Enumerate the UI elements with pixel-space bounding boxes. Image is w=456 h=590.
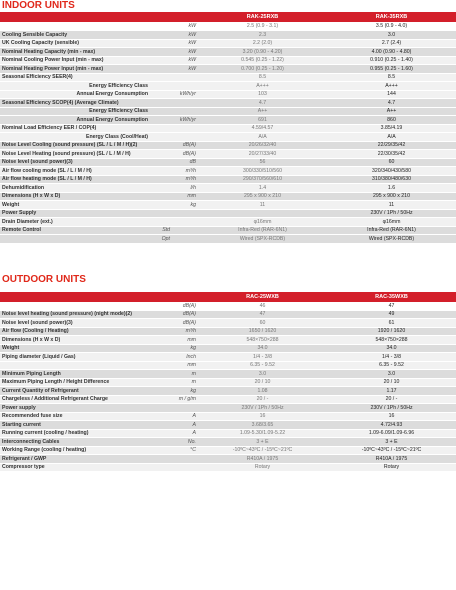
spec-label: Energy Efficiency Class [0, 82, 150, 91]
spec-subtype [150, 39, 172, 48]
spec-value-model-1: 2.5 (0.9 - 3.1) [198, 22, 327, 31]
outdoor-spec-row [0, 344, 456, 353]
spec-value-model-2: 22/30/35/42 [327, 150, 456, 159]
indoor-spec-row [0, 201, 456, 210]
spec-subtype [150, 56, 172, 65]
spec-label [0, 22, 150, 31]
outdoor-spec-row [0, 395, 456, 404]
indoor-spec-row [0, 124, 456, 133]
outdoor-spec-row [0, 412, 456, 421]
spec-unit: mm [172, 192, 198, 201]
spec-subtype [150, 344, 172, 353]
spec-value-model-1: 1650 / 1620 [198, 327, 327, 336]
spec-subtype: Std [150, 226, 172, 235]
spec-label: Dehumidification [0, 184, 150, 193]
spec-label: Cooling Sensible Capacity [0, 31, 150, 40]
spec-subtype [150, 175, 172, 184]
spec-value-model-2: Wired (SPX-RCDB) [327, 235, 456, 244]
spec-value-model-1: 60 [198, 319, 327, 328]
spec-value-model-2: 1.17 [327, 387, 456, 396]
spec-value-model-2: 0.910 (0.25 - 1.40) [327, 56, 456, 65]
spec-value-model-2: -10ºC~43ºC / -15ºC~21ºC [327, 446, 456, 455]
outdoor-spec-row [0, 455, 456, 464]
spec-value-model-2: 144 [327, 90, 456, 99]
outdoor-spec-row [0, 446, 456, 455]
spec-value-model-1: 691 [198, 116, 327, 125]
spec-label: Starting current [0, 421, 150, 430]
spec-label: Compressor type [0, 463, 150, 472]
spec-label [0, 235, 150, 244]
spec-value-model-1: 230V / 1Ph / 50Hz [198, 404, 327, 413]
spec-value-model-1: R410A / 1975 [198, 455, 327, 464]
spec-value-model-1: 3.0 [198, 370, 327, 379]
spec-subtype [150, 353, 172, 362]
spec-value-model-2: 22/29/35/42 [327, 141, 456, 150]
spec-value-model-1: 20 / 10 [198, 378, 327, 387]
spec-unit: dB(A) [172, 310, 198, 319]
spec-value-model-1: 16 [198, 412, 327, 421]
spec-value-model-2: A+++ [327, 82, 456, 91]
spec-subtype [150, 438, 172, 447]
indoor-table [0, 12, 456, 244]
spec-value-model-2: 16 [327, 412, 456, 421]
spec-value-model-1: 20 / - [198, 395, 327, 404]
outdoor-spec-row [0, 421, 456, 430]
spec-subtype [150, 73, 172, 82]
indoor-spec-row [0, 39, 456, 48]
spec-unit: mm [172, 336, 198, 345]
spec-unit [172, 455, 198, 464]
spec-unit: m³/h [172, 327, 198, 336]
spec-value-model-1: 3.20 (0.90 - 4.20) [198, 48, 327, 57]
indoor-spec-row [0, 150, 456, 159]
spec-value-model-1: 6.35 - 9.52 [198, 361, 327, 370]
spec-label: Dimensions (H x W x D) [0, 192, 150, 201]
spec-value-model-1: 46 [198, 302, 327, 311]
spec-subtype [150, 184, 172, 193]
spec-label: Noise level heating (sound pressure) (night mode)(2) [0, 310, 150, 319]
spec-unit: mm [172, 361, 198, 370]
spec-value-model-2: 34.0 [327, 344, 456, 353]
spec-subtype [150, 116, 172, 125]
spec-unit: dB(A) [172, 150, 198, 159]
outdoor-spec-row [0, 310, 456, 319]
indoor-table-body [0, 22, 456, 243]
spec-value-model-2: 3 + E [327, 438, 456, 447]
spec-subtype: Opt [150, 235, 172, 244]
spec-subtype [150, 429, 172, 438]
spec-label: Annual Energy Consumption [0, 90, 150, 99]
spec-value-model-1: 20/27/33/40 [198, 150, 327, 159]
spec-value-model-1: 290/370/560/610 [198, 175, 327, 184]
spec-value-model-2: 320/340/430/580 [327, 167, 456, 176]
spec-label: Interconnecting Cables [0, 438, 150, 447]
spec-unit [172, 73, 198, 82]
spec-label: Weight [0, 344, 150, 353]
spec-subtype [150, 395, 172, 404]
spec-value-model-1: 3.68/3.65 [198, 421, 327, 430]
indoor-spec-row [0, 22, 456, 31]
spec-value-model-1: 56 [198, 158, 327, 167]
spec-label: Seasonal Efficiency SEER(4) [0, 73, 150, 82]
spec-unit: m [172, 370, 198, 379]
spec-label: Annual Energy Consumption [0, 116, 150, 125]
spec-subtype [150, 361, 172, 370]
spec-value-model-2: 1920 / 1620 [327, 327, 456, 336]
spec-label: Maximum Piping Length / Height Difference [0, 378, 150, 387]
spec-unit [172, 463, 198, 472]
spec-unit: m³/h [172, 175, 198, 184]
spec-subtype [150, 150, 172, 159]
spec-subtype [150, 218, 172, 227]
spec-value-model-2: 6.35 - 9.52 [327, 361, 456, 370]
spec-value-model-1: A+++ [198, 82, 327, 91]
spec-unit: Inch [172, 353, 198, 362]
outdoor-model-2: RAC-35WXB [327, 292, 456, 302]
spec-value-model-1: 34.0 [198, 344, 327, 353]
spec-value-model-1: 8.5 [198, 73, 327, 82]
spec-value-model-1: 0.545 (0.25 - 1.22) [198, 56, 327, 65]
section-gap [0, 244, 456, 274]
spec-unit: m³/h [172, 167, 198, 176]
indoor-header-row [0, 12, 456, 22]
spec-subtype [150, 90, 172, 99]
outdoor-spec-row [0, 463, 456, 472]
spec-label: Noise level (sound power)(3) [0, 319, 150, 328]
spec-label: Nominal Cooling Power Input (min - max) [0, 56, 150, 65]
spec-subtype [150, 107, 172, 116]
spec-value-model-2: 295 x 900 x 210 [327, 192, 456, 201]
spec-value-model-2: 4.00 (0.90 - 4.80) [327, 48, 456, 57]
spec-subtype [150, 319, 172, 328]
spec-value-model-2: 11 [327, 201, 456, 210]
outdoor-spec-row [0, 319, 456, 328]
spec-value-model-2: 0.955 (0.25 - 1.60) [327, 65, 456, 74]
outdoor-spec-row [0, 361, 456, 370]
spec-subtype [150, 378, 172, 387]
spec-value-model-2: 1.6 [327, 184, 456, 193]
spec-label: Nominal Heating Power Input (min - max) [0, 65, 150, 74]
spec-value-model-2: 61 [327, 319, 456, 328]
spec-label: Working Range (cooling / heating) [0, 446, 150, 455]
outdoor-section [0, 274, 456, 473]
outdoor-spec-row [0, 404, 456, 413]
outdoor-table [0, 292, 456, 473]
spec-value-model-1 [198, 209, 327, 218]
spec-subtype [150, 99, 172, 108]
outdoor-model-1: RAC-25WXB [198, 292, 327, 302]
spec-label: Noise level (sound power)(3) [0, 158, 150, 167]
outdoor-spec-row [0, 327, 456, 336]
spec-label: Dimensions (H x W x D) [0, 336, 150, 345]
spec-value-model-1: 4.59/4.57 [198, 124, 327, 133]
spec-value-model-2: 3.0 [327, 370, 456, 379]
spec-value-model-2: 230V / 1Ph / 50Hz [327, 209, 456, 218]
indoor-spec-row [0, 56, 456, 65]
indoor-spec-row [0, 99, 456, 108]
spec-subtype [150, 65, 172, 74]
spec-unit: °C [172, 446, 198, 455]
spec-value-model-2: 860 [327, 116, 456, 125]
indoor-spec-row [0, 175, 456, 184]
spec-value-model-1: Rotary [198, 463, 327, 472]
spec-unit: A [172, 429, 198, 438]
indoor-spec-row [0, 226, 456, 235]
spec-value-model-1: 1/4 - 3/8 [198, 353, 327, 362]
spec-value-model-1: 11 [198, 201, 327, 210]
spec-unit [172, 133, 198, 142]
spec-value-model-2: 60 [327, 158, 456, 167]
indoor-spec-row [0, 218, 456, 227]
spec-value-model-1: Wired (SPX-RCDB) [198, 235, 327, 244]
spec-unit: l/h [172, 184, 198, 193]
indoor-spec-row [0, 90, 456, 99]
spec-value-model-2: 1/4 - 3/8 [327, 353, 456, 362]
spec-unit: kg [172, 344, 198, 353]
spec-unit [172, 107, 198, 116]
spec-subtype [150, 82, 172, 91]
spec-value-model-1: -10ºC~43ºC / -15ºC~21ºC [198, 446, 327, 455]
spec-unit [172, 226, 198, 235]
spec-unit: kWh/yr [172, 116, 198, 125]
spec-value-model-2: 230V / 1Ph / 50Hz [327, 404, 456, 413]
spec-value-model-2: 20 / - [327, 395, 456, 404]
spec-unit: kW [172, 48, 198, 57]
spec-label: Nominal Load Efficiency EER / COP(4) [0, 124, 150, 133]
spec-unit: A [172, 412, 198, 421]
spec-label: Air flow (Cooling / Heating) [0, 327, 150, 336]
spec-value-model-2: Infra-Red (RAR-6N1) [327, 226, 456, 235]
spec-value-model-2: 47 [327, 302, 456, 311]
spec-value-model-2: 3.85/4.19 [327, 124, 456, 133]
spec-unit [172, 235, 198, 244]
spec-label: Power Supply [0, 209, 150, 218]
spec-unit: kg [172, 387, 198, 396]
spec-value-model-2: 3.5 (0.9 - 4.0) [327, 22, 456, 31]
spec-unit: dB(A) [172, 319, 198, 328]
spec-subtype [150, 387, 172, 396]
spec-label: Drain Diameter (ext.) [0, 218, 150, 227]
indoor-spec-row [0, 133, 456, 142]
spec-value-model-2: 20 / 10 [327, 378, 456, 387]
spec-value-model-1: 1.4 [198, 184, 327, 193]
outdoor-spec-row [0, 302, 456, 311]
spec-subtype [150, 421, 172, 430]
indoor-model-2: RAK-35RXB [327, 12, 456, 22]
spec-label: Chargeless / Additional Refrigerant Charge [0, 395, 150, 404]
spec-value-model-1: 3 + E [198, 438, 327, 447]
spec-value-model-2: 4.72/4.93 [327, 421, 456, 430]
spec-unit [172, 82, 198, 91]
indoor-spec-row [0, 73, 456, 82]
spec-subtype [150, 463, 172, 472]
spec-value-model-1: 103 [198, 90, 327, 99]
spec-label: Air flow heating mode (SL / L / M / H) [0, 175, 150, 184]
spec-unit: dB(A) [172, 302, 198, 311]
outdoor-spec-row [0, 370, 456, 379]
spec-value-model-2: 8.5 [327, 73, 456, 82]
spec-unit: m [172, 378, 198, 387]
indoor-spec-row [0, 235, 456, 244]
outdoor-spec-row [0, 387, 456, 396]
spec-unit: m / g/m [172, 395, 198, 404]
spec-subtype [150, 446, 172, 455]
spec-subtype [150, 133, 172, 142]
spec-label: Minimum Piping Length [0, 370, 150, 379]
spec-label [0, 361, 150, 370]
spec-value-model-2: A++ [327, 107, 456, 116]
spec-label: Energy Class (Cool/Heat) [0, 133, 150, 142]
spec-value-model-2: R410A / 1975 [327, 455, 456, 464]
outdoor-table-body [0, 302, 456, 472]
indoor-spec-row [0, 65, 456, 74]
spec-label: Recommended fuse size [0, 412, 150, 421]
spec-label: Remote Control [0, 226, 150, 235]
spec-label: Piping diameter (Liquid / Gas) [0, 353, 150, 362]
spec-subtype [150, 192, 172, 201]
spec-label: Current Quantity of Refrigerant [0, 387, 150, 396]
spec-subtype [150, 327, 172, 336]
spec-unit: kW [172, 65, 198, 74]
spec-value-model-1: 4.7 [198, 99, 327, 108]
indoor-spec-row [0, 116, 456, 125]
spec-value-model-1: 20/26/32/40 [198, 141, 327, 150]
spec-value-model-1: φ16mm [198, 218, 327, 227]
spec-subtype [150, 22, 172, 31]
outdoor-spec-row [0, 353, 456, 362]
spec-subtype [150, 455, 172, 464]
spec-unit [172, 99, 198, 108]
spec-label: Energy Efficiency Class [0, 107, 150, 116]
spec-value-model-2: 548×750×288 [327, 336, 456, 345]
spec-value-model-1: 1.08 [198, 387, 327, 396]
indoor-spec-row [0, 192, 456, 201]
spec-label: Running current (cooling / heating) [0, 429, 150, 438]
spec-value-model-1: 300/330/510/560 [198, 167, 327, 176]
spec-unit [172, 209, 198, 218]
outdoor-spec-row [0, 438, 456, 447]
spec-subtype [150, 31, 172, 40]
spec-subtype [150, 158, 172, 167]
spec-unit: No. [172, 438, 198, 447]
spec-value-model-1: 47 [198, 310, 327, 319]
outdoor-spec-row [0, 378, 456, 387]
spec-unit: kW [172, 22, 198, 31]
spec-unit: kW [172, 39, 198, 48]
spec-subtype [150, 370, 172, 379]
outdoor-spec-row [0, 336, 456, 345]
indoor-spec-row [0, 48, 456, 57]
outdoor-spec-row [0, 429, 456, 438]
indoor-spec-row [0, 141, 456, 150]
spec-subtype [150, 48, 172, 57]
spec-value-model-1: 295 x 900 x 210 [198, 192, 327, 201]
indoor-spec-row [0, 31, 456, 40]
spec-label: Seasonal Efficiency SCOP(4) (Average Climate) [0, 99, 150, 108]
spec-label: Weight [0, 201, 150, 210]
indoor-spec-row [0, 82, 456, 91]
spec-unit [172, 404, 198, 413]
spec-subtype [150, 336, 172, 345]
indoor-spec-row [0, 184, 456, 193]
spec-value-model-2: 4.7 [327, 99, 456, 108]
spec-value-model-2: Rotary [327, 463, 456, 472]
spec-unit [172, 124, 198, 133]
spec-subtype [150, 201, 172, 210]
spec-unit: kWh/yr [172, 90, 198, 99]
spec-unit: dB(A) [172, 141, 198, 150]
spec-subtype [150, 310, 172, 319]
spec-unit: dB [172, 158, 198, 167]
spec-value-model-1: 2.3 [198, 31, 327, 40]
spec-subtype [150, 124, 172, 133]
indoor-spec-row [0, 158, 456, 167]
spec-label: Refrigerant / GWP [0, 455, 150, 464]
spec-value-model-1: A++ [198, 107, 327, 116]
spec-value-model-1: Infra-Red (RAR-6N1) [198, 226, 327, 235]
spec-subtype [150, 302, 172, 311]
spec-label: Air flow cooling mode (SL / L / M / H) [0, 167, 150, 176]
indoor-title: INDOOR UNITS [2, 0, 75, 11]
spec-subtype [150, 141, 172, 150]
spec-value-model-2: 49 [327, 310, 456, 319]
spec-subtype [150, 404, 172, 413]
spec-value-model-1: 1.09-5.30/1.09-5.22 [198, 429, 327, 438]
spec-label: Nominal Heating Capacity (min - max) [0, 48, 150, 57]
spec-label: Power supply [0, 404, 150, 413]
spec-label: UK Cooling Capacity (sensible) [0, 39, 150, 48]
outdoor-header-row [0, 292, 456, 302]
spec-label [0, 302, 150, 311]
spec-value-model-1: 548×750×288 [198, 336, 327, 345]
spec-subtype [150, 209, 172, 218]
spec-subtype [150, 167, 172, 176]
indoor-spec-row [0, 167, 456, 176]
spec-value-model-2: A/A [327, 133, 456, 142]
spec-subtype [150, 412, 172, 421]
outdoor-title: OUTDOOR UNITS [2, 273, 86, 285]
indoor-spec-row [0, 107, 456, 116]
indoor-spec-row [0, 209, 456, 218]
spec-value-model-2: 3.0 [327, 31, 456, 40]
spec-value-model-2: 1.09-6.09/1.09-6.96 [327, 429, 456, 438]
spec-unit: A [172, 421, 198, 430]
spec-value-model-2: φ16mm [327, 218, 456, 227]
spec-value-model-2: 2.7 (2.4) [327, 39, 456, 48]
spec-value-model-1: 2.2 (2.0) [198, 39, 327, 48]
spec-label: Noise Level Cooling (sound pressure) (SL / L / M / H)(2) [0, 141, 150, 150]
spec-value-model-1: A/A [198, 133, 327, 142]
spec-unit: kW [172, 56, 198, 65]
spec-label: Noise Level Heating (sound pressure) (SL / L / M / H) [0, 150, 150, 159]
spec-unit [172, 218, 198, 227]
spec-value-model-1: 0.700 (0.25 - 1.20) [198, 65, 327, 74]
spec-unit: kW [172, 31, 198, 40]
spec-unit: kg [172, 201, 198, 210]
indoor-section [0, 0, 456, 244]
spec-value-model-2: 310/380/480/630 [327, 175, 456, 184]
indoor-model-1: RAK-25RXB [198, 12, 327, 22]
